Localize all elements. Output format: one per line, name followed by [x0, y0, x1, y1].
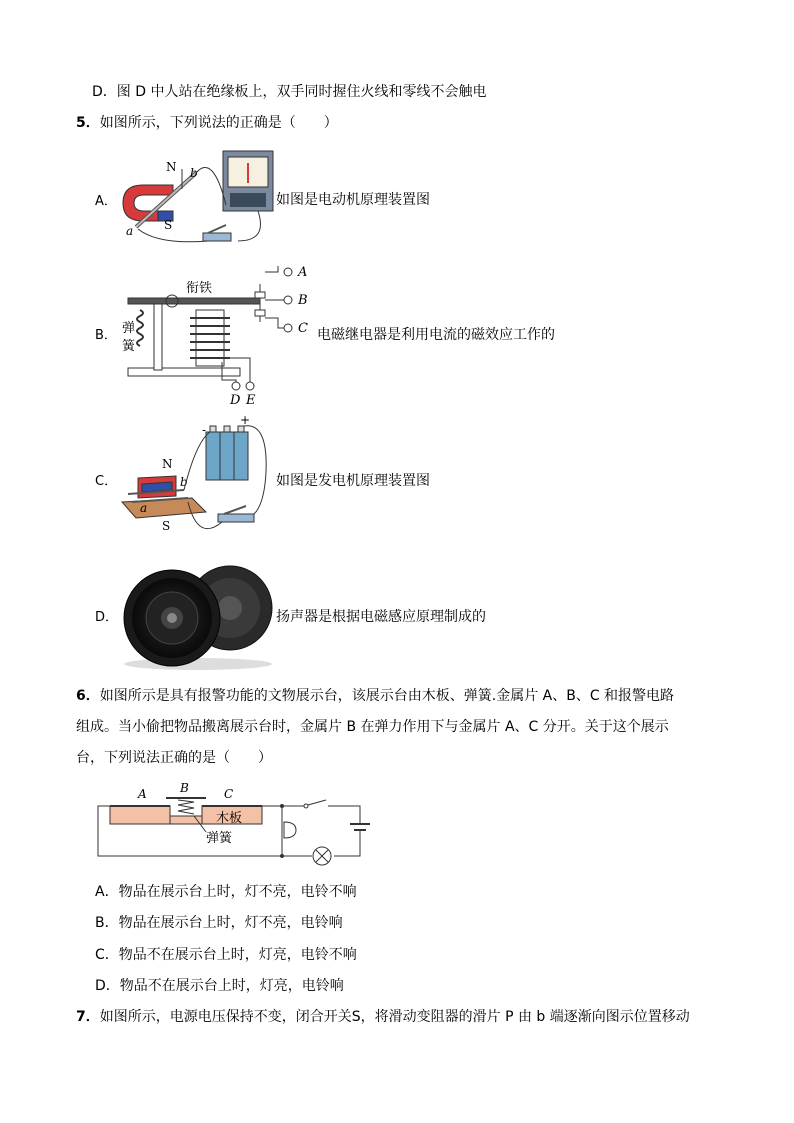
q6-stem-line-1 — [76, 686, 674, 706]
relay-diagram — [118, 262, 318, 410]
q5-option-b-letter: B． — [95, 328, 117, 343]
q7-stem-text: 如图所示，电源电压保持不变，闭合开关S，将滑动变阻器的滑片 P 由 b 端逐渐向图示位置移动 — [99, 1009, 690, 1025]
q5-option-b-text: 电磁继电器是利用电流的磁效应工作的 — [317, 327, 555, 343]
loudspeaker-image — [118, 562, 278, 672]
label-b: b — [190, 166, 198, 180]
q7-stem — [76, 1007, 690, 1027]
label-s: S — [164, 218, 173, 232]
label-b: b — [180, 475, 188, 489]
motor-diagram — [118, 145, 278, 245]
q7-number: 7． — [76, 1009, 100, 1025]
label-metal-c: C — [224, 787, 234, 801]
q5-option-d-text: 扬声器是根据电磁感应原理制成的 — [276, 609, 486, 625]
q5-number: 5． — [76, 115, 100, 131]
label-e: E — [246, 393, 256, 408]
label-a: A — [298, 265, 308, 280]
label-n: N — [166, 160, 177, 174]
label-s: S — [162, 519, 171, 533]
label-c: C — [298, 321, 308, 336]
label-board: 木板 — [216, 811, 243, 826]
q6-stem-text-1: 如图所示是具有报警功能的文物展示台，该展示台由木板、弹簧.金属片 A、B、C 和报警电路 — [99, 688, 675, 704]
label-spring: 弹簧 — [206, 831, 233, 846]
label-armature: 衔铁 — [186, 281, 213, 296]
label-b: B — [298, 293, 308, 308]
q5-option-a-letter: A． — [95, 194, 117, 209]
label-n: N — [162, 457, 173, 471]
q5-option-a-text: 如图是电动机原理装置图 — [276, 192, 430, 208]
q4-option-d: D．图 D 中人站在绝缘板上，双手同时握住火线和零线不会触电 — [92, 84, 487, 100]
q6-stem-line-2: 组成。当小偷把物品搬离展示台时，金属片 B 在弹力作用下与金属片 A、C 分开。关于这个展示 — [76, 719, 669, 735]
q5-stem-text: 如图所示，下列说法的正确是（ ） — [99, 115, 338, 131]
q6-stem-line-3: 台，下列说法正确的是（ ） — [76, 750, 272, 766]
q5-option-c-letter: C． — [95, 474, 118, 489]
q5-option-c-text: 如图是发电机原理装置图 — [276, 473, 430, 489]
q5-stem — [76, 113, 338, 133]
q6-number: 6． — [76, 688, 100, 704]
q6-option-c: C．物品不在展示台上时，灯亮，电铃不响 — [95, 947, 357, 963]
label-minus: - — [202, 423, 207, 437]
display-stand-circuit — [94, 780, 374, 870]
label-a: a — [140, 501, 148, 515]
q6-option-b: B．物品在展示台上时，灯不亮，电铃响 — [95, 915, 343, 931]
label-d: D — [230, 393, 241, 408]
label-metal-b: B — [180, 781, 189, 795]
label-a: a — [126, 224, 134, 238]
label-spring-2: 簧 — [122, 339, 136, 354]
label-plus: + — [240, 413, 251, 427]
generator-diagram — [118, 412, 278, 552]
q6-option-a: A．物品在展示台上时，灯不亮，电铃不响 — [95, 884, 357, 900]
label-metal-a: A — [138, 787, 147, 801]
q5-option-d-letter: D． — [95, 610, 119, 625]
q6-option-d: D．物品不在展示台上时，灯亮，电铃响 — [95, 978, 344, 994]
label-spring-1: 弹 — [122, 321, 136, 336]
